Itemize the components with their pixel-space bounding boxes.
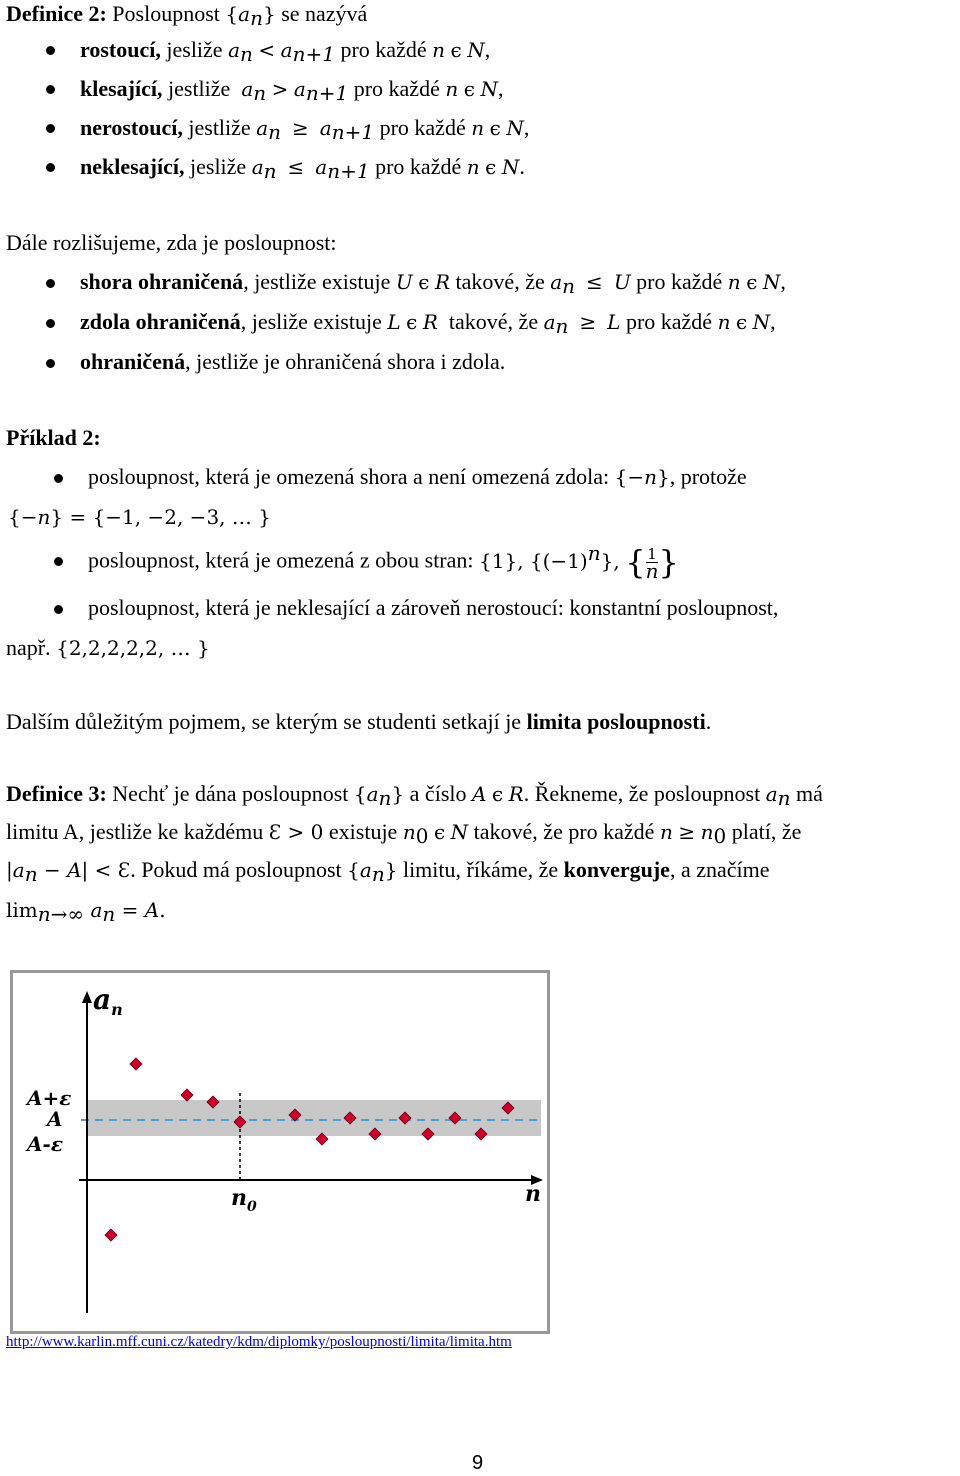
text: existuje	[328, 819, 398, 844]
text: platí, že	[731, 819, 802, 844]
heading: Definice 3:	[6, 781, 107, 806]
tail: pro každé	[353, 76, 440, 101]
text: , jesliže existuje	[240, 309, 382, 334]
term: shora ohraničená	[80, 269, 244, 294]
sequence-points	[105, 1058, 514, 1241]
def2-item-nondecreasing: neklesající, jesliže $a_n \le a_{n+1}$ pro každé n ϵ N.	[80, 154, 525, 183]
tail: pro každé	[379, 115, 466, 140]
tail: , protože	[669, 464, 747, 489]
relation: <	[258, 38, 276, 62]
y-axis-arrow	[82, 991, 92, 1003]
relation: ≤	[586, 270, 603, 294]
example2-item2: posloupnost, která je omezená z obou stran: {1}, $\{(-1)^n\}$, { $\frac{1}{n}$ }	[88, 540, 679, 583]
cond: jesliže	[190, 154, 247, 179]
example2-item3: posloupnost, která je neklesající a zároveň nerostoucí: konstantní posloupnost,	[88, 595, 779, 620]
sequence-point	[130, 1058, 142, 1070]
label-a-plus-eps: A+ε	[27, 1086, 72, 1110]
source-link[interactable]: http://www.karlin.mff.cuni.cz/katedry/kdm/diplomky/posloupnosti/limita/limita.htm	[6, 1334, 512, 1350]
sequence-point	[105, 1229, 117, 1241]
def2-item-nonincreasing: nerostoucí, jestliže $a_n \ge a_{n+1}$ pro každé n ϵ N,	[80, 115, 530, 144]
term: zdola ohraničená	[80, 309, 241, 334]
bullet	[46, 319, 55, 328]
term: klesající,	[80, 76, 163, 101]
text: má	[796, 781, 823, 806]
limit-intro	[6, 708, 711, 736]
mid: takové, že	[455, 269, 545, 294]
bold-term: limita posloupnosti	[526, 709, 706, 734]
cond: jestliže	[168, 76, 231, 101]
text: Dalším důležitým pojmem, se kterým se studenti setkají je	[6, 709, 522, 734]
bounded-item-below: zdola ohraničená, jesliže existuje L ϵ R takové, že $a_n \ge L$ pro každé n ϵ N,	[80, 309, 776, 338]
tail: pro každé	[625, 309, 713, 334]
text: , a značíme	[669, 857, 770, 882]
x-axis-label: n	[525, 1181, 541, 1207]
cond: jestliže	[188, 115, 251, 140]
relation: >	[271, 77, 289, 101]
text: , jestliže je ohraničená shora i zdola.	[185, 349, 506, 374]
def2-item-decreasing: klesající, jestliže $a_n > a_{n+1}$ pro každé n ϵ N,	[80, 76, 504, 105]
def2-intro: Posloupnost	[112, 1, 220, 26]
def2-heading: Definice 2:	[6, 1, 107, 26]
term: rostoucí,	[80, 37, 161, 62]
limit-figure-svg	[13, 973, 547, 1331]
heading: Příklad 2:	[6, 425, 101, 450]
example2-heading	[6, 424, 101, 452]
bounded-item-above: shora ohraničená, jestliže existuje U ϵ R takové, že $a_n \le U$ pro každé n ϵ N,	[80, 269, 786, 298]
tail: pro každé	[340, 37, 427, 62]
label-a-minus-eps: A-ε	[27, 1132, 63, 1156]
text: takové, že pro každé	[473, 819, 655, 844]
page-number: 9	[472, 1452, 484, 1474]
text: posloupnost, která je omezená shora a není omezená zdola:	[88, 464, 610, 489]
n0-label: $n_0$	[231, 1185, 257, 1215]
punct: .	[705, 709, 712, 734]
relation: ≥	[292, 116, 309, 140]
text: např.	[6, 635, 51, 660]
epsilon-band	[87, 1100, 541, 1136]
def3-line1: Definice 3: Nechť je dána posloupnost $\{a_n\}$ a číslo A ϵ R. Řekneme, že posloupnost $a_n$ má	[6, 781, 823, 810]
bullet	[46, 124, 55, 133]
bullet	[46, 359, 55, 368]
example2-item1-cont: {−𝑛} = {−1, −2, −3, … }	[8, 505, 271, 529]
term: neklesající,	[80, 154, 185, 179]
def3-line3: $|a_n - A|$ < Ɛ. Pokud má posloupnost $\{a_n\}$ limitu, říkáme, že konverguje, a značíme	[6, 857, 770, 886]
term: ohraničená	[80, 349, 186, 374]
text: . Řekneme, že posloupnost	[523, 781, 761, 806]
bullet	[46, 279, 55, 288]
example2-item1: posloupnost, která je omezená shora a není omezená zdola: {−n}, protože	[88, 464, 747, 489]
bullet	[54, 605, 63, 614]
y-axis-label: $a_n$	[93, 983, 123, 1019]
text: limitu A, jestliže ke každému	[6, 819, 264, 844]
bullet	[46, 46, 55, 55]
text: Nechť je dána posloupnost	[112, 781, 349, 806]
term: nerostoucí,	[80, 115, 183, 140]
label-a: A	[47, 1107, 63, 1131]
bounded-item-both	[80, 348, 505, 376]
text: posloupnost, která je omezená z obou stran:	[88, 547, 474, 573]
def2-intro-tail: se nazývá	[281, 1, 368, 26]
bullet	[46, 85, 55, 94]
cond: jesliže	[166, 37, 223, 62]
example2-item3-cont: např. {2,2,2,2,2, … }	[6, 635, 210, 660]
relation: ≥	[579, 310, 597, 334]
tail: pro každé	[636, 269, 723, 294]
text: , jestliže existuje	[243, 269, 391, 294]
def3-line4: $\lim_{n\to\infty} a_n = A$.	[6, 898, 166, 926]
bullet	[46, 163, 55, 172]
bullet	[54, 474, 63, 483]
bullet	[54, 557, 63, 566]
mid: takové, že	[448, 309, 539, 334]
tail: pro každé	[375, 154, 462, 179]
text: . Pokud má posloupnost	[130, 857, 342, 882]
bounded-intro: Dále rozlišujeme, zda je posloupnost:	[6, 230, 337, 255]
text: a číslo	[409, 781, 467, 806]
bold-term: konverguje	[563, 857, 670, 882]
relation: ≤	[287, 155, 305, 179]
def2-title-line: Definice 2: Posloupnost $\{a_n\}$ se nazývá	[6, 1, 368, 30]
def2-item-increasing: rostoucí, jesliže $a_n < a_{n+1}$ pro každé n ϵ N,	[80, 37, 491, 66]
limit-figure	[10, 970, 550, 1334]
sequence-point	[181, 1089, 193, 1101]
text: limitu, říkáme, že	[402, 857, 559, 882]
def3-line2: limitu A, jestliže ke každému Ɛ > 0 existuje $n_0$ ϵ N takové, že pro každé $n \ge n_0$ platí, že	[6, 819, 802, 848]
